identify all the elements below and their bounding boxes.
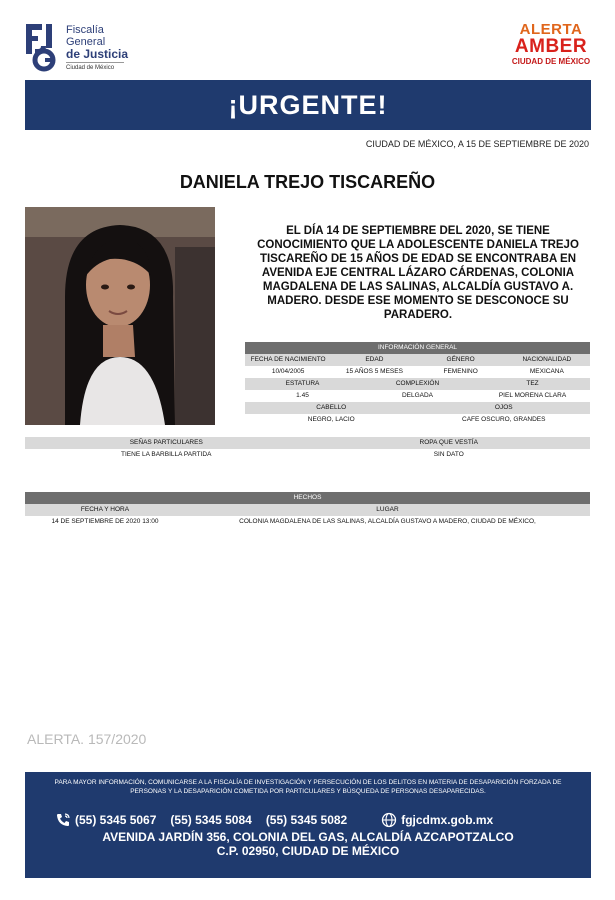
globe-icon — [381, 812, 397, 828]
issue-date: CIUDAD DE MÉXICO, A 15 DE SEPTIEMBRE DE 2020 — [365, 139, 589, 149]
website-text[interactable]: fgjcdmx.gob.mx — [401, 813, 494, 827]
amber-line-2: AMBER — [514, 36, 588, 57]
footer — [25, 772, 591, 878]
address-line-1: AVENIDA JARDÍN 356, COLONIA DEL GAS, ALCALDÍA AZCAPOTZALCO — [102, 830, 514, 844]
header-gender: GÉNERO — [446, 356, 475, 363]
general-info-table — [245, 342, 590, 426]
header-build: COMPLEXIÓN — [395, 380, 440, 387]
fgj-line-3: de Justicia — [66, 47, 129, 61]
amber-alert-logo — [510, 22, 592, 74]
table-row — [245, 378, 590, 390]
nationality: MEXICANA — [529, 368, 564, 375]
event-datetime: 14 DE SEPTIEMBRE DE 2020 13:00 — [51, 518, 159, 525]
header-hair: CABELLO — [316, 404, 347, 411]
gender: FEMENINO — [443, 368, 478, 375]
table-row — [25, 437, 590, 449]
header-age: EDAD — [365, 356, 384, 363]
fgj-name — [66, 24, 128, 73]
build: DELGADA — [401, 392, 434, 399]
distinguishing-marks-table — [25, 437, 590, 461]
case-description: EL DÍA 14 DE SEPTIEMBRE DEL 2020, SE TIENE CONOCIMIENTO QUE LA ADOLESCENTE DANIELA TREJO TISCAREÑO DE 15 AÑOS DE EDAD SE ENCONTRABA EN AVENIDA EJE CENTRAL LÁZARO CÁRDENAS, COLONIA MAGDALENA DE LAS SALINAS, ALCALDÍA GUSTAVO A. MADERO. DESDE ESE MOMENTO SE DESCONOCE SU PARADERO. — [257, 225, 579, 321]
phone-2[interactable]: (55) 5345 5084 — [170, 813, 252, 827]
website-link[interactable] — [381, 812, 493, 828]
table-row — [245, 414, 590, 426]
events-table — [25, 492, 590, 528]
header-nationality: NACIONALIDAD — [522, 356, 572, 363]
skin: PIEL MORENA CLARA — [498, 392, 567, 399]
table-row — [245, 366, 590, 378]
events-title: HECHOS — [25, 492, 590, 504]
table-row — [25, 504, 590, 516]
table-row — [25, 449, 590, 461]
general-info-title: INFORMACIÓN GENERAL — [245, 342, 590, 354]
birth-date: 10/04/2005 — [271, 368, 305, 375]
amber-line-3: CIUDAD DE MÉXICO — [511, 57, 591, 66]
header-marks: SEÑAS PARTICULARES — [129, 439, 203, 446]
header-place: LUGAR — [376, 506, 399, 513]
urgent-banner: ¡URGENTE! — [25, 80, 591, 130]
phone-icon — [55, 812, 71, 828]
header-height: ESTATURA — [285, 380, 320, 387]
table-row — [25, 516, 590, 528]
header-birth-date: FECHA DE NACIMIENTO — [250, 356, 326, 363]
fgj-logo-icon — [24, 22, 62, 72]
contact-row — [55, 812, 561, 828]
height: 1.45 — [296, 392, 309, 399]
header-clothes: ROPA QUE VESTÍA — [419, 439, 478, 446]
table-row — [245, 402, 590, 414]
marks: TIENE LA BARBILLA PARTIDA — [121, 451, 212, 458]
age: 15 AÑOS 5 MESES — [345, 368, 403, 375]
address-line-2: C.P. 02950, CIUDAD DE MÉXICO — [216, 844, 400, 858]
eyes: CAFE OSCURO, GRANDES — [462, 416, 546, 423]
header-datetime: FECHA Y HORA — [80, 506, 130, 513]
phone-3[interactable]: (55) 5345 5082 — [265, 813, 348, 827]
header-eyes: OJOS — [494, 404, 513, 411]
header-skin: TEZ — [526, 380, 539, 387]
table-row — [245, 354, 590, 366]
fgj-line-4: Ciudad de México — [66, 62, 124, 73]
clothes: SIN DATO — [433, 451, 464, 458]
hair: NEGRO, LACIO — [307, 416, 355, 423]
table-row — [245, 390, 590, 402]
phone-1[interactable]: (55) 5345 5067 — [75, 813, 157, 827]
amber-line-1: ALERTA — [519, 21, 583, 38]
fgj-line-1: Fiscalía — [66, 24, 104, 36]
alert-number: ALERTA. 157/2020 — [27, 731, 147, 747]
fgj-line-2: General — [66, 36, 106, 48]
event-place: COLONIA MAGDALENA DE LAS SALINAS, ALCALDÍA GUSTAVO A MADERO, CIUDAD DE MÉXICO, — [239, 518, 536, 525]
missing-person-name: DANIELA TREJO TISCAREÑO — [179, 172, 436, 192]
header — [0, 0, 615, 80]
missing-person-photo — [25, 207, 215, 425]
footer-info-text: PARA MAYOR INFORMACIÓN, COMUNICARSE A LA FISCALÍA DE INVESTIGACIÓN Y PERSECUCIÓN DE LOS DELITOS EN MATERIA DE DESAPARICIÓN FORZADA DE PERSONAS Y LA DESAPARICIÓN COMETIDA POR PARTICULARES Y BÚSQUEDA DE PERSONAS DESAPARECIDAS. — [54, 779, 562, 795]
